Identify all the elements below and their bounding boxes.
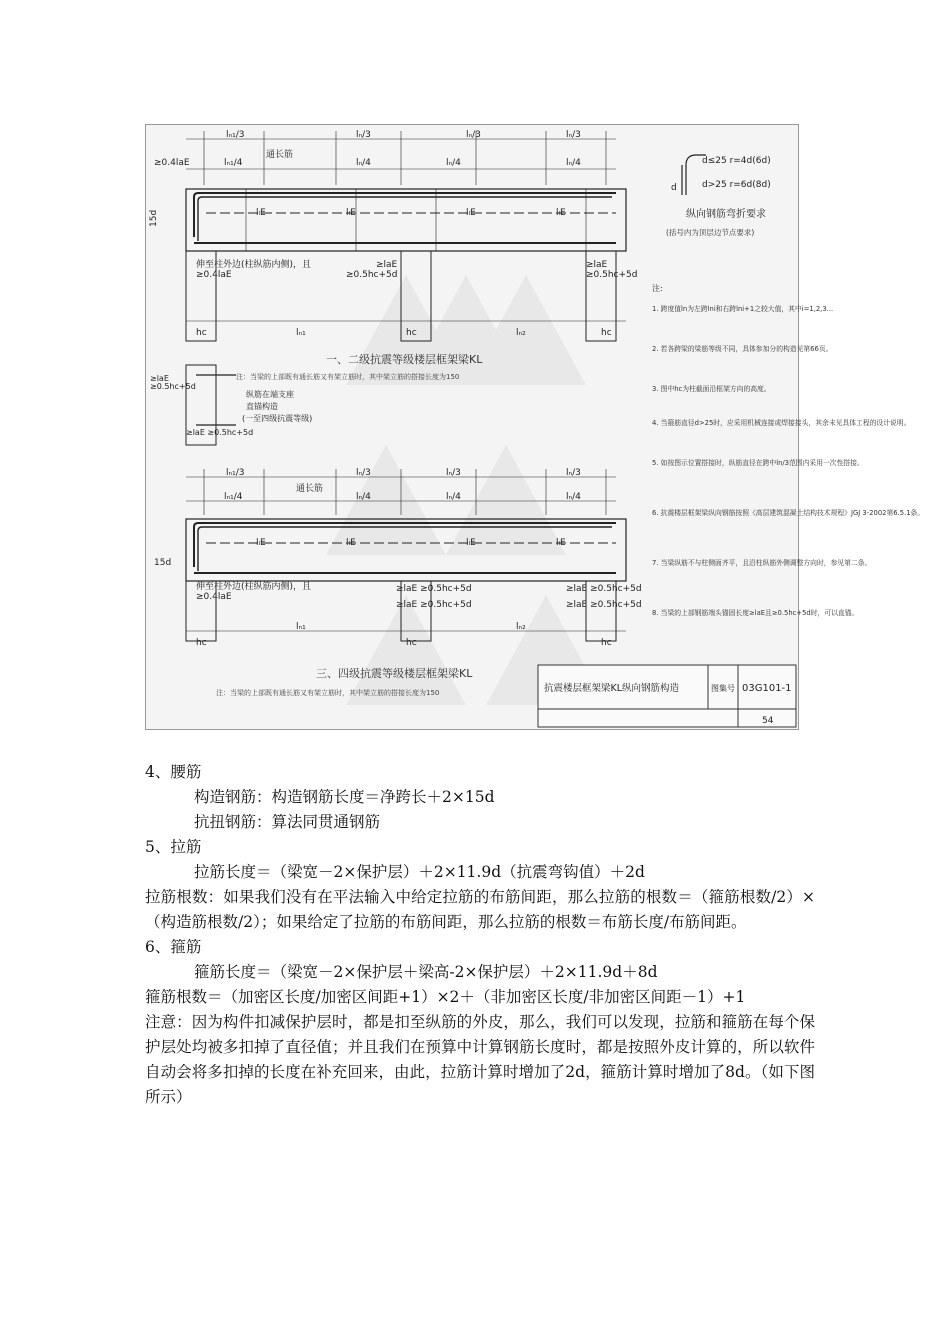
svg-text:≥laE ≥0.5hc+5d: ≥laE ≥0.5hc+5d bbox=[396, 584, 472, 594]
paragraph: 拉筋长度＝（梁宽－2×保护层）＋2×11.9d（抗震弯钩值）＋2d bbox=[194, 863, 645, 881]
svg-text:hc: hc bbox=[601, 328, 612, 338]
svg-text:≥laE ≥0.5hc+5d: ≥laE ≥0.5hc+5d bbox=[186, 428, 254, 437]
svg-text:≥laE: ≥laE bbox=[376, 260, 398, 270]
svg-text:纵筋在端支座: 纵筋在端支座 bbox=[246, 390, 294, 399]
beam1-note: 注：当梁的上部既有通长筋又有架立筋时，其中架立筋的搭接长度为150 bbox=[236, 373, 460, 381]
note-item: 5. 如按图示位置搭接时，纵筋直径在跨中ln/3范围内采用一次性搭接。 bbox=[652, 459, 864, 467]
bend-rule-1: d≤25 r=4d(6d) bbox=[702, 156, 771, 166]
svg-text:lₙ₁/3: lₙ₁/3 bbox=[226, 468, 245, 478]
paragraph: 箍筋根数＝（加密区长度/加密区间距+1）×2＋（非加密区长度/非加密区间距－1）+1 bbox=[145, 988, 746, 1006]
svg-text:lₙ₁/3: lₙ₁/3 bbox=[226, 130, 245, 140]
svg-text:15d: 15d bbox=[154, 558, 172, 568]
svg-text:lₙ/4: lₙ/4 bbox=[356, 492, 371, 502]
svg-text:hc: hc bbox=[601, 638, 612, 648]
paragraph: 箍筋长度＝（梁宽－2×保护层＋梁高-2×保护层）＋2×11.9d＋8d bbox=[194, 963, 658, 981]
svg-text:≥0.5hc+5d: ≥0.5hc+5d bbox=[346, 270, 398, 280]
title-block-label: 图集号 bbox=[711, 684, 735, 693]
paragraph: 构造钢筋：构造钢筋长度＝净跨长＋2×15d bbox=[194, 788, 495, 806]
svg-text:lₙ₁/4: lₙ₁/4 bbox=[224, 492, 243, 502]
body-text bbox=[145, 760, 815, 1110]
note-item: 7. 当梁纵筋不与柱侧面齐平，且沿柱纵筋外侧调整方向时，参见第二条。 bbox=[652, 559, 872, 567]
svg-text:≥0.5hc+5d: ≥0.5hc+5d bbox=[586, 270, 638, 280]
svg-text:lₙ/4: lₙ/4 bbox=[566, 492, 581, 502]
svg-text:≥laE ≥0.5hc+5d: ≥laE ≥0.5hc+5d bbox=[566, 600, 642, 610]
bend-rule-2: d>25 r=6d(8d) bbox=[702, 180, 771, 190]
svg-text:≥laE ≥0.5hc+5d: ≥laE ≥0.5hc+5d bbox=[396, 600, 472, 610]
svg-text:≥0.4laE: ≥0.4laE bbox=[154, 158, 190, 168]
svg-text:lₗE: lₗE bbox=[556, 208, 566, 218]
note-item: 4. 当箍筋直径d>25时，应采用机械连接或焊接接头，其余未见具体工程的设计说明。 bbox=[652, 419, 911, 427]
svg-text:lₙ/3: lₙ/3 bbox=[566, 130, 581, 140]
svg-text:hc: hc bbox=[196, 638, 207, 648]
svg-text:伸至柱外边(柱纵筋内侧)，且: 伸至柱外边(柱纵筋内侧)，且 bbox=[196, 582, 312, 592]
svg-text:lₙ/4: lₙ/4 bbox=[356, 158, 371, 168]
svg-text:lₙ₂: lₙ₂ bbox=[516, 622, 526, 632]
svg-text:lₙ/4: lₙ/4 bbox=[446, 492, 461, 502]
beam2-title: 三、四级抗震等级楼层框架梁KL bbox=[316, 667, 473, 680]
paragraph: 拉筋根数：如果我们没有在平法输入中给定拉筋的布筋间距，那么拉筋的根数＝（箍筋根数/2）×（构造筋根数/2）；如果给定了拉筋的布筋间距，那么拉筋的根数＝布筋长度/布筋间距。 bbox=[145, 888, 815, 931]
svg-text:lₗE: lₗE bbox=[556, 538, 566, 548]
svg-text:≥0.4laE: ≥0.4laE bbox=[196, 270, 232, 280]
svg-text:lₗE: lₗE bbox=[466, 208, 476, 218]
svg-text:lₙ₁: lₙ₁ bbox=[296, 622, 306, 632]
svg-text:≥laE: ≥laE bbox=[586, 260, 608, 270]
svg-text:lₙ/3: lₙ/3 bbox=[446, 468, 461, 478]
section-heading: 4、腰筋 bbox=[145, 763, 202, 781]
note-item: 2. 若各跨梁的梁筋等级不同，具体参加分的构造见第66页。 bbox=[652, 345, 833, 353]
drawing-number: 03G101-1 bbox=[742, 683, 792, 694]
svg-text:lₗE: lₗE bbox=[346, 208, 356, 218]
svg-text:lₙ/3: lₙ/3 bbox=[356, 468, 371, 478]
svg-text:直锚构造: 直锚构造 bbox=[246, 402, 278, 411]
svg-text:lₗE: lₗE bbox=[466, 538, 476, 548]
bend-subtitle: (括号内为顶层边节点要求) bbox=[666, 228, 755, 237]
bend-title: 纵向钢筋弯折要求 bbox=[686, 209, 766, 220]
drawing-svg bbox=[146, 125, 925, 729]
page-number: 54 bbox=[762, 716, 774, 726]
svg-text:lₙ/3: lₙ/3 bbox=[466, 130, 481, 140]
svg-text:≥laE: ≥laE bbox=[150, 374, 169, 383]
note-item: 8. 当梁的上部钢筋端头锚固长度≥laE且≥0.5hc+5d时，可以直锚。 bbox=[652, 609, 859, 617]
beam2-note: 注：当梁的上部既有通长筋又有架立筋时，其中架立筋的搭接长度为150 bbox=[216, 689, 440, 697]
rebar-detail-drawing bbox=[145, 124, 925, 730]
svg-text:lₙ/4: lₙ/4 bbox=[446, 158, 461, 168]
svg-text:伸至柱外边(柱纵筋内侧)，且: 伸至柱外边(柱纵筋内侧)，且 bbox=[196, 260, 312, 270]
section-heading: 5、拉筋 bbox=[145, 838, 202, 856]
svg-text:d: d bbox=[671, 183, 677, 193]
paragraph: 抗扭钢筋：算法同贯通钢筋 bbox=[194, 813, 381, 831]
note-item: 6. 抗震楼层框架梁纵向钢筋按照《高层建筑混凝土结构技术规程》JGJ 3-2002第6.5.1条。 bbox=[652, 509, 925, 517]
note-item: 3. 图中hc为柱截面沿框架方向的高度。 bbox=[652, 385, 771, 393]
notes-title: 注: bbox=[652, 284, 663, 293]
svg-text:lₗE: lₗE bbox=[346, 538, 356, 548]
svg-text:lₙ₂: lₙ₂ bbox=[516, 328, 526, 338]
svg-text:lₗE: lₗE bbox=[256, 538, 266, 548]
svg-text:lₙ₁/4: lₙ₁/4 bbox=[224, 158, 243, 168]
svg-text:(一至四级抗震等级): (一至四级抗震等级) bbox=[242, 414, 313, 423]
svg-text:≥0.4laE: ≥0.4laE bbox=[196, 592, 232, 602]
paragraph: 注意：因为构件扣减保护层时，都是扣至纵筋的外皮，那么，我们可以发现，拉筋和箍筋在每个保护层处均被多扣掉了直径值；并且我们在预算中计算钢筋长度时，都是按照外皮计算的，所以软件自动会将多扣掉的长度在补充回来，由此，拉筋计算时增加了2d，箍筋计算时增加了8d。（如下图所示） bbox=[145, 1013, 815, 1106]
section-heading: 6、箍筋 bbox=[145, 938, 202, 956]
svg-text:≥laE ≥0.5hc+5d: ≥laE ≥0.5hc+5d bbox=[566, 584, 642, 594]
svg-text:通长筋: 通长筋 bbox=[296, 484, 324, 494]
svg-text:≥0.5hc+5d: ≥0.5hc+5d bbox=[150, 382, 196, 391]
svg-text:lₙ/3: lₙ/3 bbox=[356, 130, 371, 140]
svg-text:lₙ/3: lₙ/3 bbox=[566, 468, 581, 478]
title-block bbox=[538, 665, 796, 727]
svg-text:lₙ₁: lₙ₁ bbox=[296, 328, 306, 338]
svg-text:lₗE: lₗE bbox=[256, 208, 266, 218]
svg-text:15d: 15d bbox=[149, 209, 159, 227]
svg-text:lₙ/4: lₙ/4 bbox=[566, 158, 581, 168]
svg-text:hc: hc bbox=[196, 328, 207, 338]
title-block-name: 抗震楼层框架梁KL纵向钢筋构造 bbox=[544, 683, 680, 694]
note-item: 1. 跨度值ln为左跨lni和右跨lni+1之较大值，其中i=1,2,3... bbox=[652, 305, 834, 313]
beam1-title: 一、二级抗震等级楼层框架梁KL bbox=[326, 353, 483, 366]
svg-text:hc: hc bbox=[406, 638, 417, 648]
svg-text:通长筋: 通长筋 bbox=[266, 150, 294, 160]
svg-text:hc: hc bbox=[406, 328, 417, 338]
